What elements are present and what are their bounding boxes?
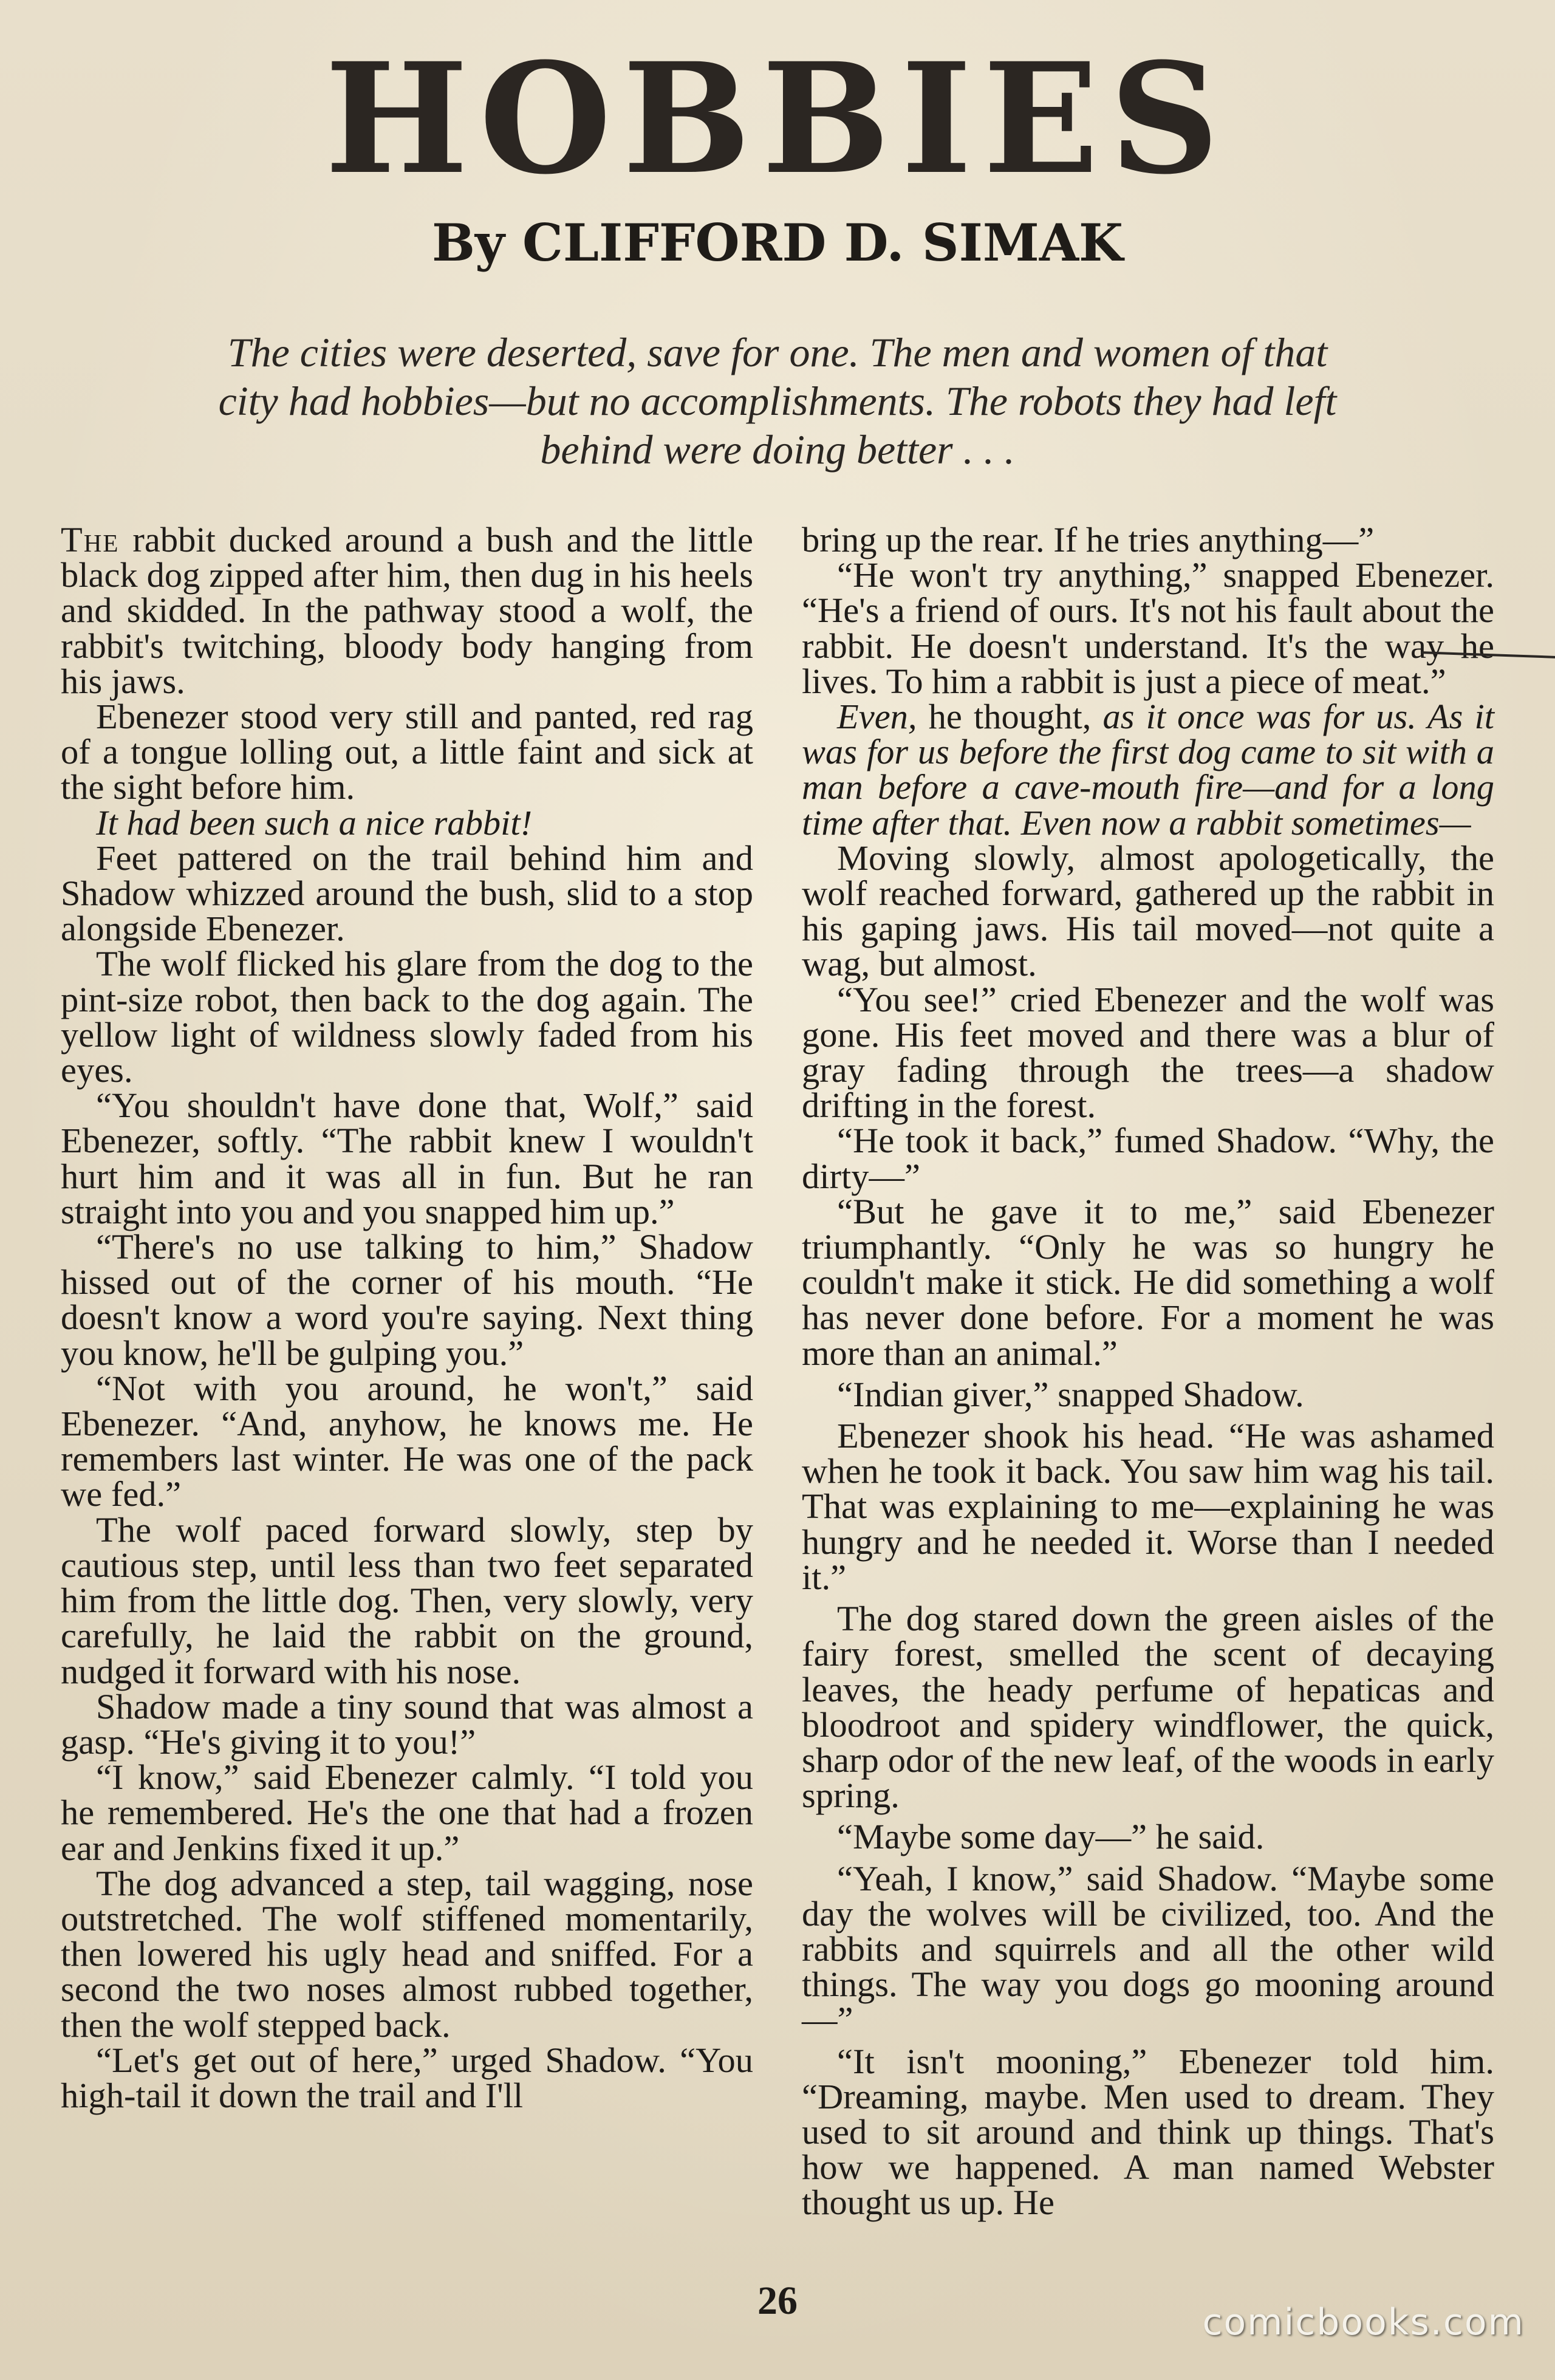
blurb-line: The cities were deserted, save for one. The men and women of that <box>227 329 1328 375</box>
page-number: 26 <box>757 2279 798 2323</box>
opening-text: rabbit ducked around a bush and the little black dog zipped after him, then dug in his heels and skidded. In the pathway stood a wolf, the rabbit's twitching, bloody body hanging from his jaws. <box>61 520 753 701</box>
paragraph: “Let's get out of here,” urged Shadow. “You high-tail it down the trail and I'll <box>61 2040 753 2115</box>
blurb-line: city had hobbies—but no accomplishments. The robots they had left <box>218 378 1337 424</box>
paragraph: “I know,” said Ebenezer calmly. “I told you he remembered. He's the one that had a frozen ear and Jenkins fixed it up.” <box>61 1757 753 1868</box>
story-blurb <box>121 328 1434 474</box>
blurb-line: behind were doing better . . . <box>540 426 1015 473</box>
left-column <box>61 522 753 2113</box>
paragraph: “It isn't mooning,” Ebenezer told him. “Dreaming, maybe. Men used to dream. They used to sit around and think up things. That's how we happened. A man named Webster thought us up. He <box>802 2041 1494 2223</box>
thought-italic: as it once was for us. As it was for us before the first dog came to sit with a man before a cave-mouth fire—and for a long time after that. Even now a rabbit sometimes— <box>802 697 1494 843</box>
site-watermark: comicbooks.com <box>1202 2301 1525 2344</box>
paragraph: “Not with you around, he won't,” said Ebenezer. “And, anyhow, he knows me. He remembers last winter. He was one of the pack we fed.” <box>61 1368 753 1514</box>
thought-paragraph <box>802 699 1494 841</box>
paragraph: The dog advanced a step, tail wagging, nose outstretched. The wolf stiffened momentarily, then lowered his ugly head and sniffed. For a second the two noses almost rubbed together, then the wolf stepped back. <box>61 1863 753 2045</box>
paragraph: Feet pattered on the trail behind him and Shadow whizzed around the bush, slid to a stop alongside Ebenezer. <box>61 838 753 949</box>
opening-paragraph <box>61 522 753 699</box>
thought-italic: Even, <box>837 697 917 737</box>
paragraph: “Yeah, I know,” said Shadow. “Maybe some day the wolves will be civilized, too. And the rabbits and squirrels and all the other wild things. The way you dogs go mooning around—” <box>802 1858 1494 2040</box>
paragraph: “Maybe some day—” he said. <box>837 1817 1265 1857</box>
paragraph: “You shouldn't have done that, Wolf,” said Ebenezer, softly. “The rabbit knew I wouldn't hurt him and it was all in fun. But he ran straight into you and you snapped him up.” <box>61 1086 753 1231</box>
right-column <box>802 522 1494 2221</box>
paragraph: “You see!” cried Ebenezer and the wolf was gone. His feet moved and there was a blur of gray fading through the trees—a shadow drifting in the forest. <box>802 979 1494 1126</box>
story-title: HOBBIES <box>324 29 1231 208</box>
paragraph: “He took it back,” fumed Shadow. “Why, the dirty—” <box>802 1121 1494 1196</box>
paragraph: The wolf paced forward slowly, step by cautious step, until less than two feet separated him from the little dog. Then, very slowly, very carefully, he laid the rabbit on the ground, nudged it forward with his nose. <box>61 1510 753 1691</box>
drop-word: The <box>61 520 120 559</box>
paragraph: Shadow made a tiny sound that was almost a gasp. “He's giving it to you!” <box>61 1686 753 1762</box>
paragraph: The dog stared down the green aisles of the fairy forest, smelled the scent of decaying leaves, the heady perfume of hepaticas and bloodroot and spidery windflower, the quick, sharp odor of the new leaf, of the woods in early spring. <box>802 1599 1494 1816</box>
paragraph: Moving slowly, almost apologetically, the wolf reached forward, gathered up the rabbit in his gaping jaws. His tail moved—not quite a wag, but almost. <box>802 838 1494 984</box>
paragraph: Ebenezer stood very still and panted, red rag of a tongue lolling out, a little faint and sick at the sight before him. <box>61 697 753 807</box>
author-byline: By CLIFFORD D. SIMAK <box>431 213 1124 273</box>
paragraph: “But he gave it to me,” said Ebenezer triumphantly. “Only he was so hungry he couldn't make it stick. He did something a wolf has never done before. For a moment he was more than an animal.” <box>802 1191 1494 1373</box>
paragraph-italic: It had been such a nice rabbit! <box>96 802 533 843</box>
continued-paragraph: bring up the rear. If he tries anything—” <box>802 520 1375 559</box>
paragraph: Ebenezer shook his head. “He was ashamed when he took it back. You saw him wag his tail. That was explaining to me—explaining he was hungry and he needed it. Worse than I needed it.” <box>802 1416 1494 1597</box>
paragraph: “There's no use talking to him,” Shadow hissed out of the corner of his mouth. “He doesn't know a word you're saying. Next thing you know, he'll be gulping you.” <box>61 1227 753 1373</box>
paragraph: “Indian giver,” snapped Shadow. <box>837 1374 1304 1414</box>
thought-plain: he thought, <box>917 697 1103 737</box>
paragraph: “He won't try anything,” snapped Ebenezer. “He's a friend of ours. It's not his fault about the rabbit. He doesn't understand. It's the way he lives. To him a rabbit is just a piece of meat.” <box>802 555 1494 701</box>
paragraph: The wolf flicked his glare from the dog to the pint-size robot, then back to the dog again. The yellow light of wildness slowly faded from his eyes. <box>61 944 753 1090</box>
